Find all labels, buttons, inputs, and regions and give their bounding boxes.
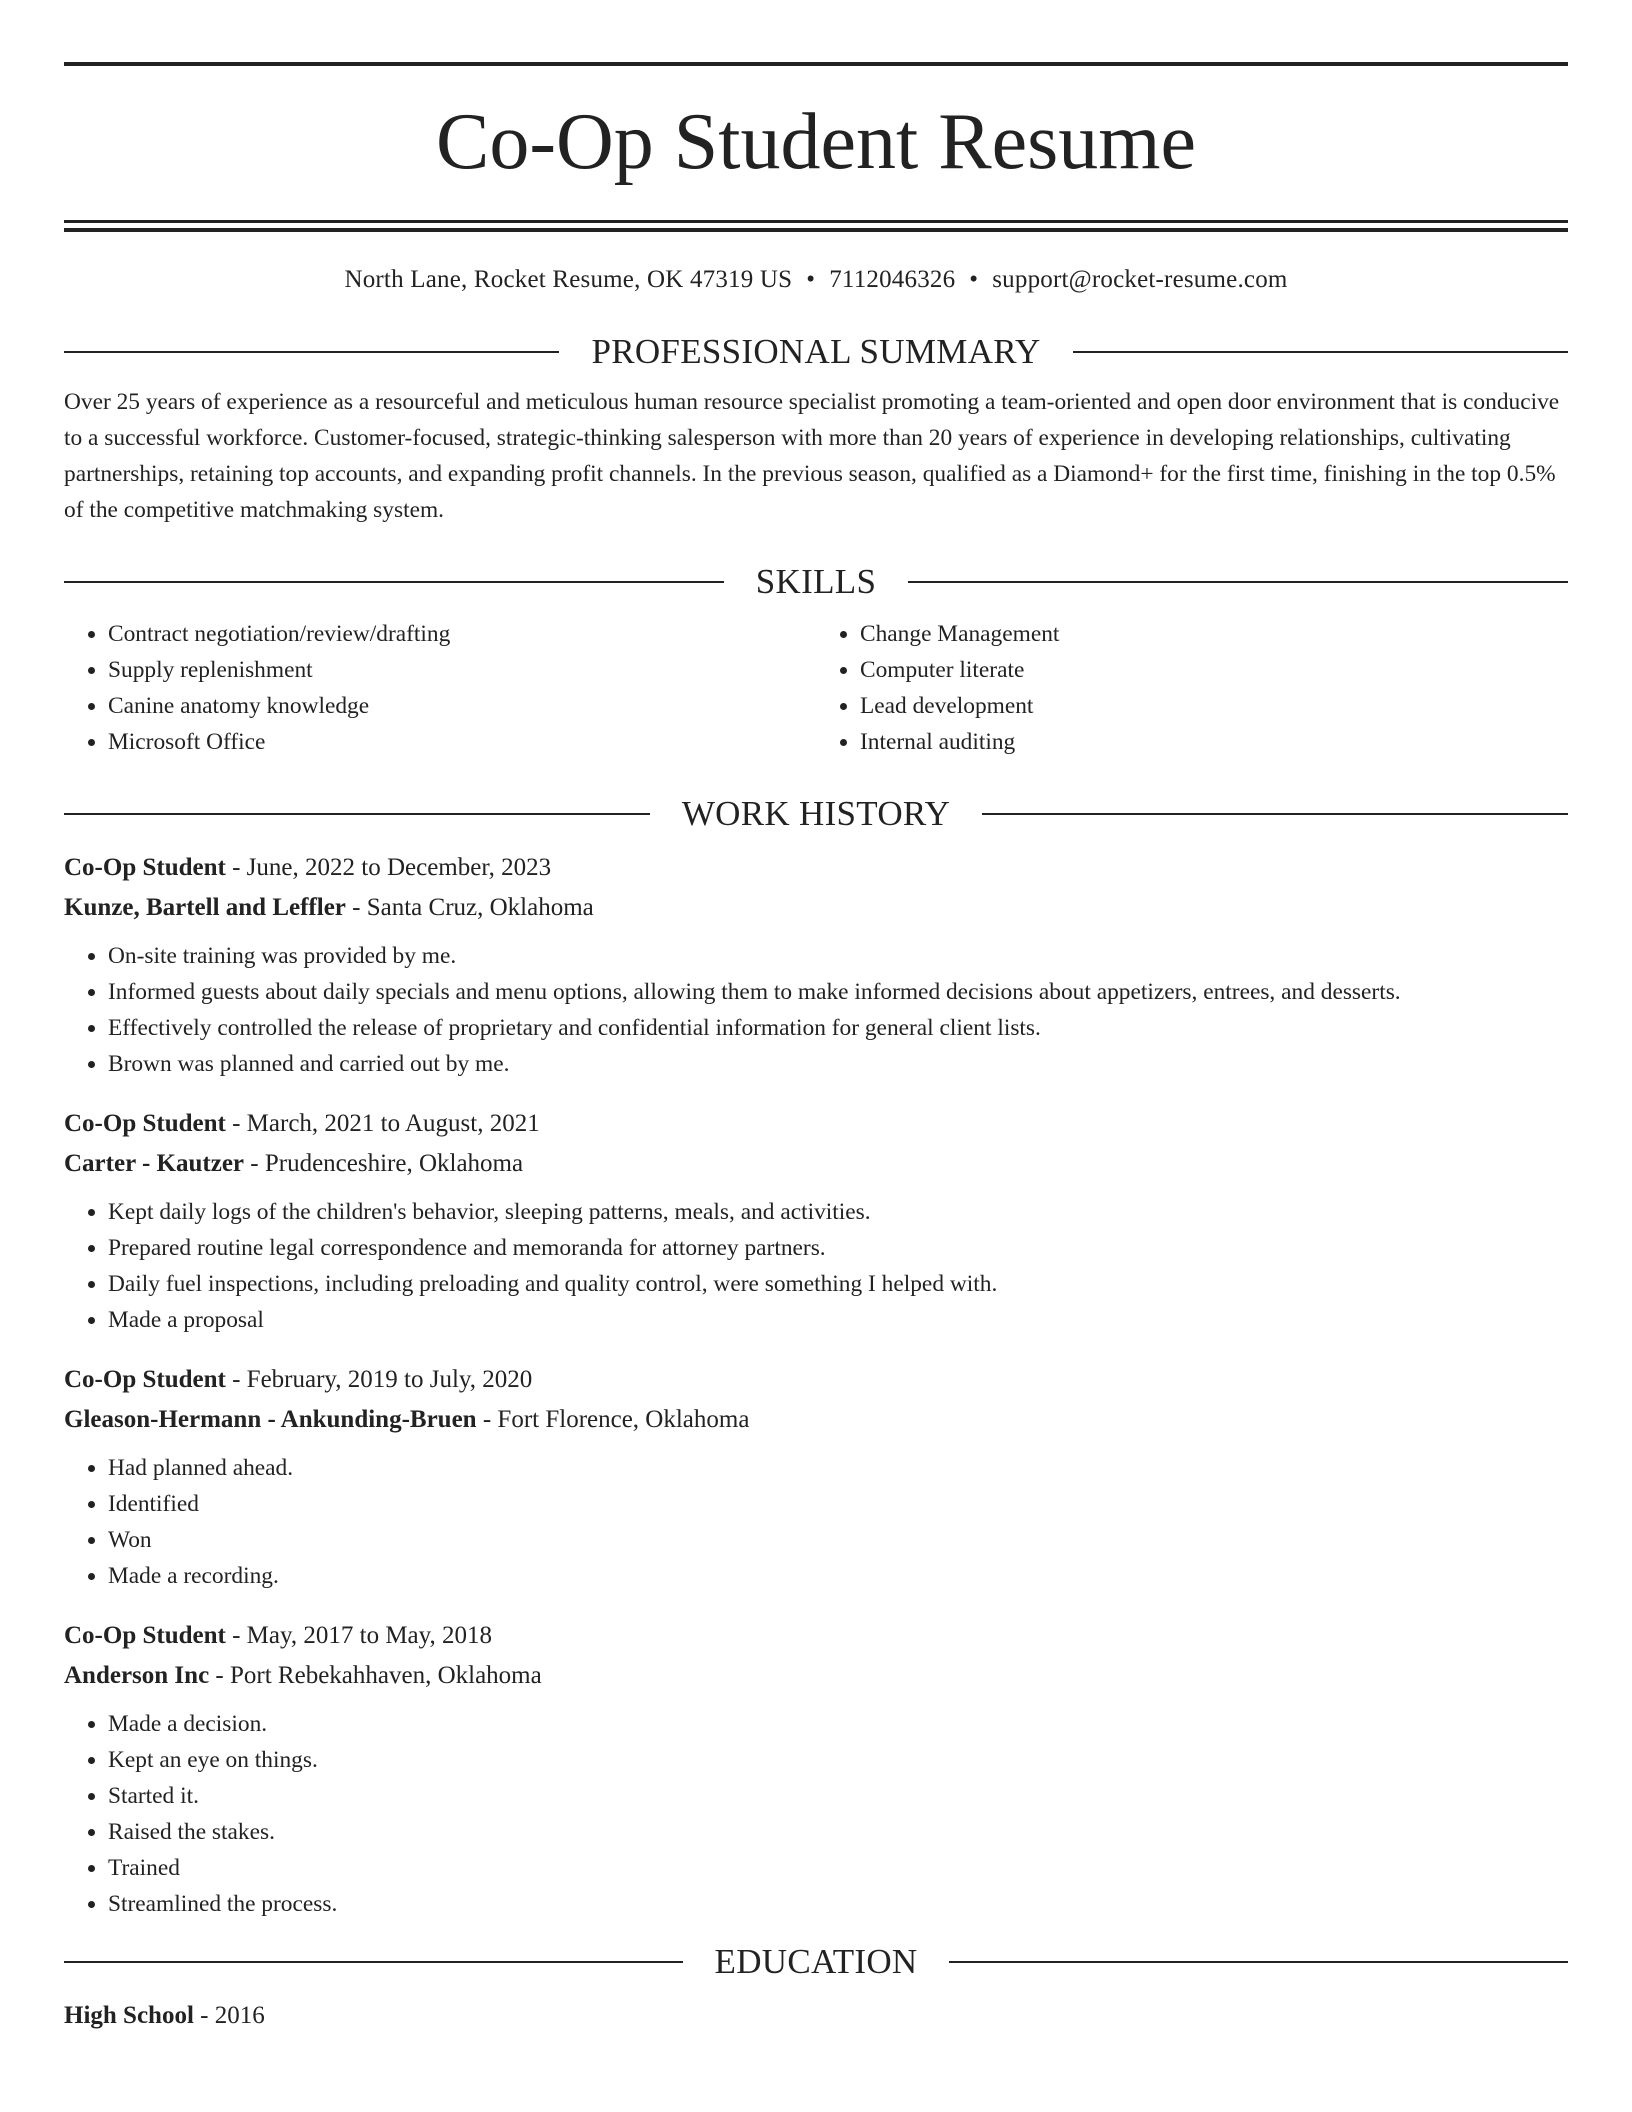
dash: - — [225, 854, 247, 881]
job-location: Prudenceshire, Oklahoma — [264, 1150, 524, 1177]
job-company: Carter - Kautzer — [64, 1150, 245, 1177]
job-bullet: • Kept an eye on things. — [108, 1742, 1568, 1778]
job-entry — [64, 1616, 1568, 1922]
divider — [64, 581, 724, 583]
job-bullets — [64, 1194, 1568, 1338]
section-heading-summary — [64, 330, 1568, 374]
divider — [982, 813, 1568, 815]
skills-column-right — [816, 616, 1568, 760]
divider — [64, 813, 650, 815]
job-company-line — [64, 1400, 1568, 1440]
skills-column-left — [64, 616, 816, 760]
divider — [64, 1961, 683, 1963]
dash: - — [345, 894, 367, 921]
job-title: Co-Op Student — [64, 1110, 226, 1137]
section-title: PROFESSIONAL SUMMARY — [591, 332, 1041, 371]
job-location: Port Rebekahhaven, Oklahoma — [230, 1662, 542, 1689]
job-dates: June, 2022 to December, 2023 — [246, 854, 552, 881]
job-title: Co-Op Student — [64, 1622, 226, 1649]
job-bullet: • Prepared routine legal correspondence and memoranda for attorney partners. — [108, 1230, 1568, 1266]
divider — [1073, 351, 1568, 353]
education-degree: High School — [64, 2002, 194, 2029]
job-bullet: • Raised the stakes. — [108, 1814, 1568, 1850]
job-location: Fort Florence, Oklahoma — [497, 1406, 750, 1433]
job-dates: May, 2017 to May, 2018 — [246, 1622, 493, 1649]
page-title: Co-Op Student Resume — [436, 98, 1196, 186]
job-title-line — [64, 848, 1568, 888]
contact-separator: • — [969, 266, 979, 293]
job-title-line — [64, 1616, 1568, 1656]
job-entry — [64, 848, 1568, 1082]
job-title-line — [64, 1360, 1568, 1400]
skill-item: • Microsoft Office — [108, 724, 816, 760]
job-company-line — [64, 1656, 1568, 1696]
job-dates: March, 2021 to August, 2021 — [246, 1110, 540, 1137]
contact-line — [64, 262, 1568, 298]
section-title: EDUCATION — [714, 1942, 918, 1981]
section-title: WORK HISTORY — [681, 794, 951, 833]
contact-email: support@rocket-resume.com — [992, 266, 1288, 293]
contact-phone: 7112046326 — [829, 266, 956, 293]
dash: - — [244, 1150, 265, 1177]
job-location: Santa Cruz, Oklahoma — [366, 894, 594, 921]
contact-address: North Lane, Rocket Resume, OK 47319 US — [344, 266, 793, 293]
divider — [949, 1961, 1568, 1963]
job-title: Co-Op Student — [64, 854, 226, 881]
job-bullets — [64, 1706, 1568, 1922]
dash: - — [476, 1406, 498, 1433]
section-heading-education — [64, 1940, 1568, 1984]
skill-item: • Lead development — [860, 688, 1568, 724]
divider — [908, 581, 1568, 583]
job-entry — [64, 1104, 1568, 1338]
job-title: Co-Op Student — [64, 1366, 226, 1393]
job-bullet: • Identified — [108, 1486, 1568, 1522]
job-bullet: • Trained — [108, 1850, 1568, 1886]
dash: - — [225, 1366, 247, 1393]
section-heading-work — [64, 792, 1568, 836]
job-bullet: • Informed guests about daily specials and menu options, allowing them to make informed decisions about appetizers, entrees, and desserts. — [108, 974, 1568, 1010]
job-bullet: • On-site training was provided by me. — [108, 938, 1568, 974]
section-title: SKILLS — [755, 562, 877, 601]
job-bullet: • Had planned ahead. — [108, 1450, 1568, 1486]
job-entry — [64, 1360, 1568, 1594]
skill-item: • Computer literate — [860, 652, 1568, 688]
dash: - — [209, 1662, 230, 1689]
job-bullet: • Daily fuel inspections, including preloading and quality control, were something I helped with. — [108, 1266, 1568, 1302]
summary-text: Over 25 years of experience as a resourceful and meticulous human resource specialist promoting a team-oriented and open door environment that is conducive to a successful workforce. Customer-focused, strategic-thinking salesperson with more than 20 years of experience in developing relationships, cultivating partnerships, retaining top accounts, and expanding profit channels. In the previous season, qualified as a Diamond+ for the first time, finishing in the top 0.5% of the competitive matchmaking system. — [64, 389, 1560, 523]
job-bullet: • Brown was planned and carried out by me. — [108, 1046, 1568, 1082]
job-company: Gleason-Hermann - Ankunding-Bruen — [64, 1406, 477, 1433]
job-bullets — [64, 1450, 1568, 1594]
skill-item: • Contract negotiation/review/drafting — [108, 616, 816, 652]
job-dates: February, 2019 to July, 2020 — [246, 1366, 533, 1393]
job-bullet: • Made a recording. — [108, 1558, 1568, 1594]
job-bullet: • Streamlined the process. — [108, 1886, 1568, 1922]
job-bullet: • Started it. — [108, 1778, 1568, 1814]
skills-list — [64, 616, 1568, 760]
section-heading-skills — [64, 560, 1568, 604]
divider — [64, 351, 559, 353]
education-entry — [64, 1996, 1568, 2036]
job-bullet: • Won — [108, 1522, 1568, 1558]
dash: - — [225, 1110, 247, 1137]
job-company: Kunze, Bartell and Leffler — [64, 894, 346, 921]
skill-item: • Canine anatomy knowledge — [108, 688, 816, 724]
title-double-rule — [64, 220, 1568, 232]
skill-item: • Change Management — [860, 616, 1568, 652]
job-bullet: • Made a decision. — [108, 1706, 1568, 1742]
job-bullet: • Kept daily logs of the children's behavior, sleeping patterns, meals, and activities. — [108, 1194, 1568, 1230]
job-company-line — [64, 1144, 1568, 1184]
job-bullet: • Made a proposal — [108, 1302, 1568, 1338]
job-company-line — [64, 888, 1568, 928]
job-bullets — [64, 938, 1568, 1082]
resume-page — [64, 0, 1568, 2036]
education-year: 2016 — [214, 2002, 265, 2029]
skill-item: • Internal auditing — [860, 724, 1568, 760]
dash: - — [225, 1622, 247, 1649]
job-company: Anderson Inc — [64, 1662, 210, 1689]
dash: - — [193, 2002, 215, 2029]
skill-item: • Supply replenishment — [108, 652, 816, 688]
job-title-line — [64, 1104, 1568, 1144]
contact-separator: • — [806, 266, 816, 293]
job-bullet: • Effectively controlled the release of proprietary and confidential information for general client lists. — [108, 1010, 1568, 1046]
